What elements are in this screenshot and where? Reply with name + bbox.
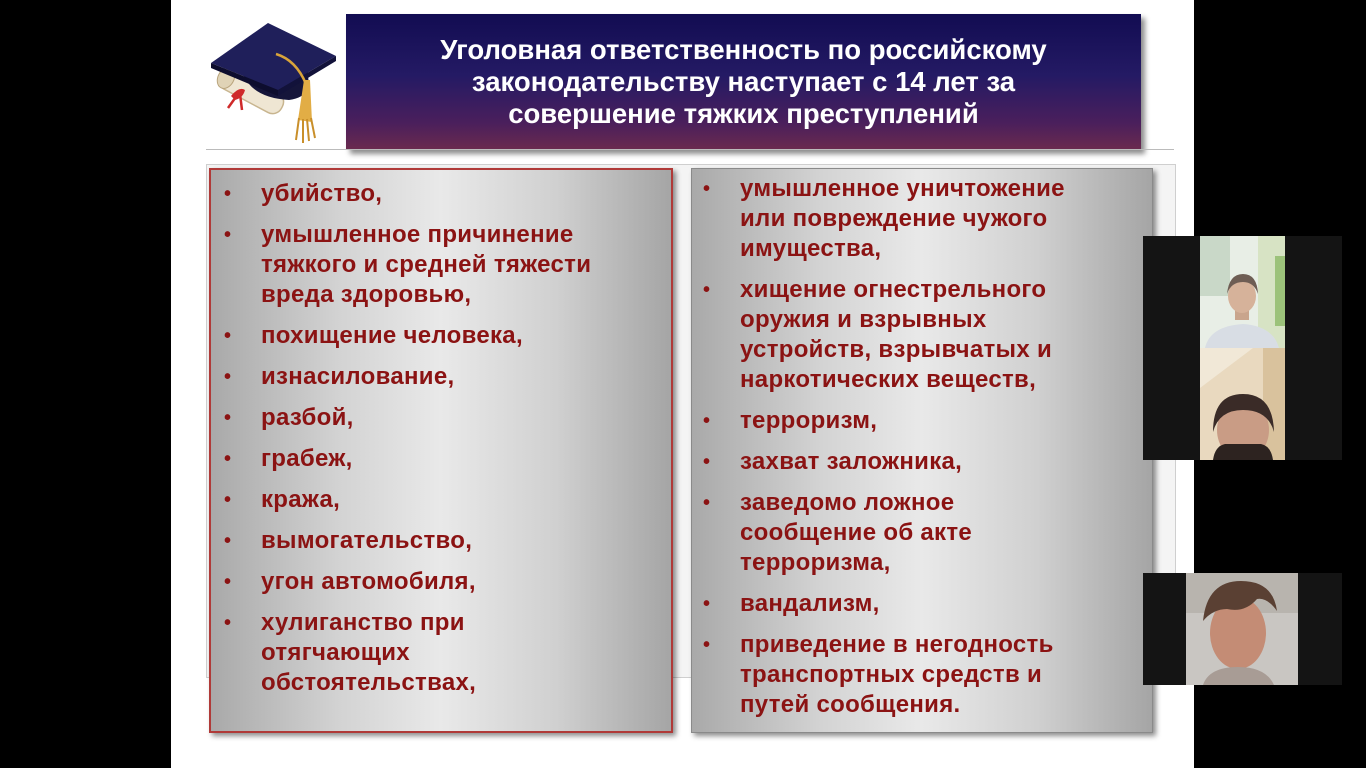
right-crime-list-panel — [691, 168, 1153, 733]
participant-avatar — [1143, 348, 1342, 460]
participant-video-2[interactable] — [1143, 348, 1342, 460]
list-item: • грабеж, — [261, 444, 671, 474]
list-item: • умышленное уничтожение или повреждение чужого имущества, — [740, 174, 1152, 264]
left-crime-list-panel — [209, 168, 673, 733]
list-item: • вандализм, — [740, 589, 1152, 619]
slide-title-banner — [346, 14, 1141, 150]
list-item: • терроризм, — [740, 406, 1152, 436]
slide-title: Уголовная ответственность по российскому законодательству наступает с 14 лет за совершение тяжких преступлений — [440, 34, 1047, 129]
list-item: • угон автомобиля, — [261, 567, 671, 597]
list-item: • заведомо ложное сообщение об акте терроризма, — [740, 488, 1152, 578]
list-item: • умышленное причинение тяжкого и средней тяжести вреда здоровью, — [261, 220, 671, 310]
list-item: • похищение человека, — [261, 321, 671, 351]
participant-avatar — [1143, 573, 1342, 685]
participant-video-1[interactable] — [1143, 236, 1342, 348]
list-item: • кража, — [261, 485, 671, 515]
participant-avatar — [1143, 236, 1342, 348]
list-item: • хулиганство при отягчающих обстоятельствах, — [261, 608, 671, 698]
list-item: • разбой, — [261, 403, 671, 433]
list-item: • приведение в негодность транспортных средств и путей сообщения. — [740, 630, 1152, 720]
presentation-slide — [171, 0, 1194, 768]
list-item: • изнасилование, — [261, 362, 671, 392]
graduation-cap-icon — [206, 18, 341, 148]
list-item: • хищение огнестрельного оружия и взрывных устройств, взрывчатых и наркотических веществ, — [740, 275, 1152, 395]
left-crime-list — [211, 170, 671, 698]
participant-video-3[interactable] — [1143, 573, 1342, 685]
list-item: • вымогательство, — [261, 526, 671, 556]
list-item: • убийство, — [261, 179, 671, 209]
right-crime-list — [692, 169, 1152, 720]
divider — [206, 149, 1174, 150]
list-item: • захват заложника, — [740, 447, 1152, 477]
